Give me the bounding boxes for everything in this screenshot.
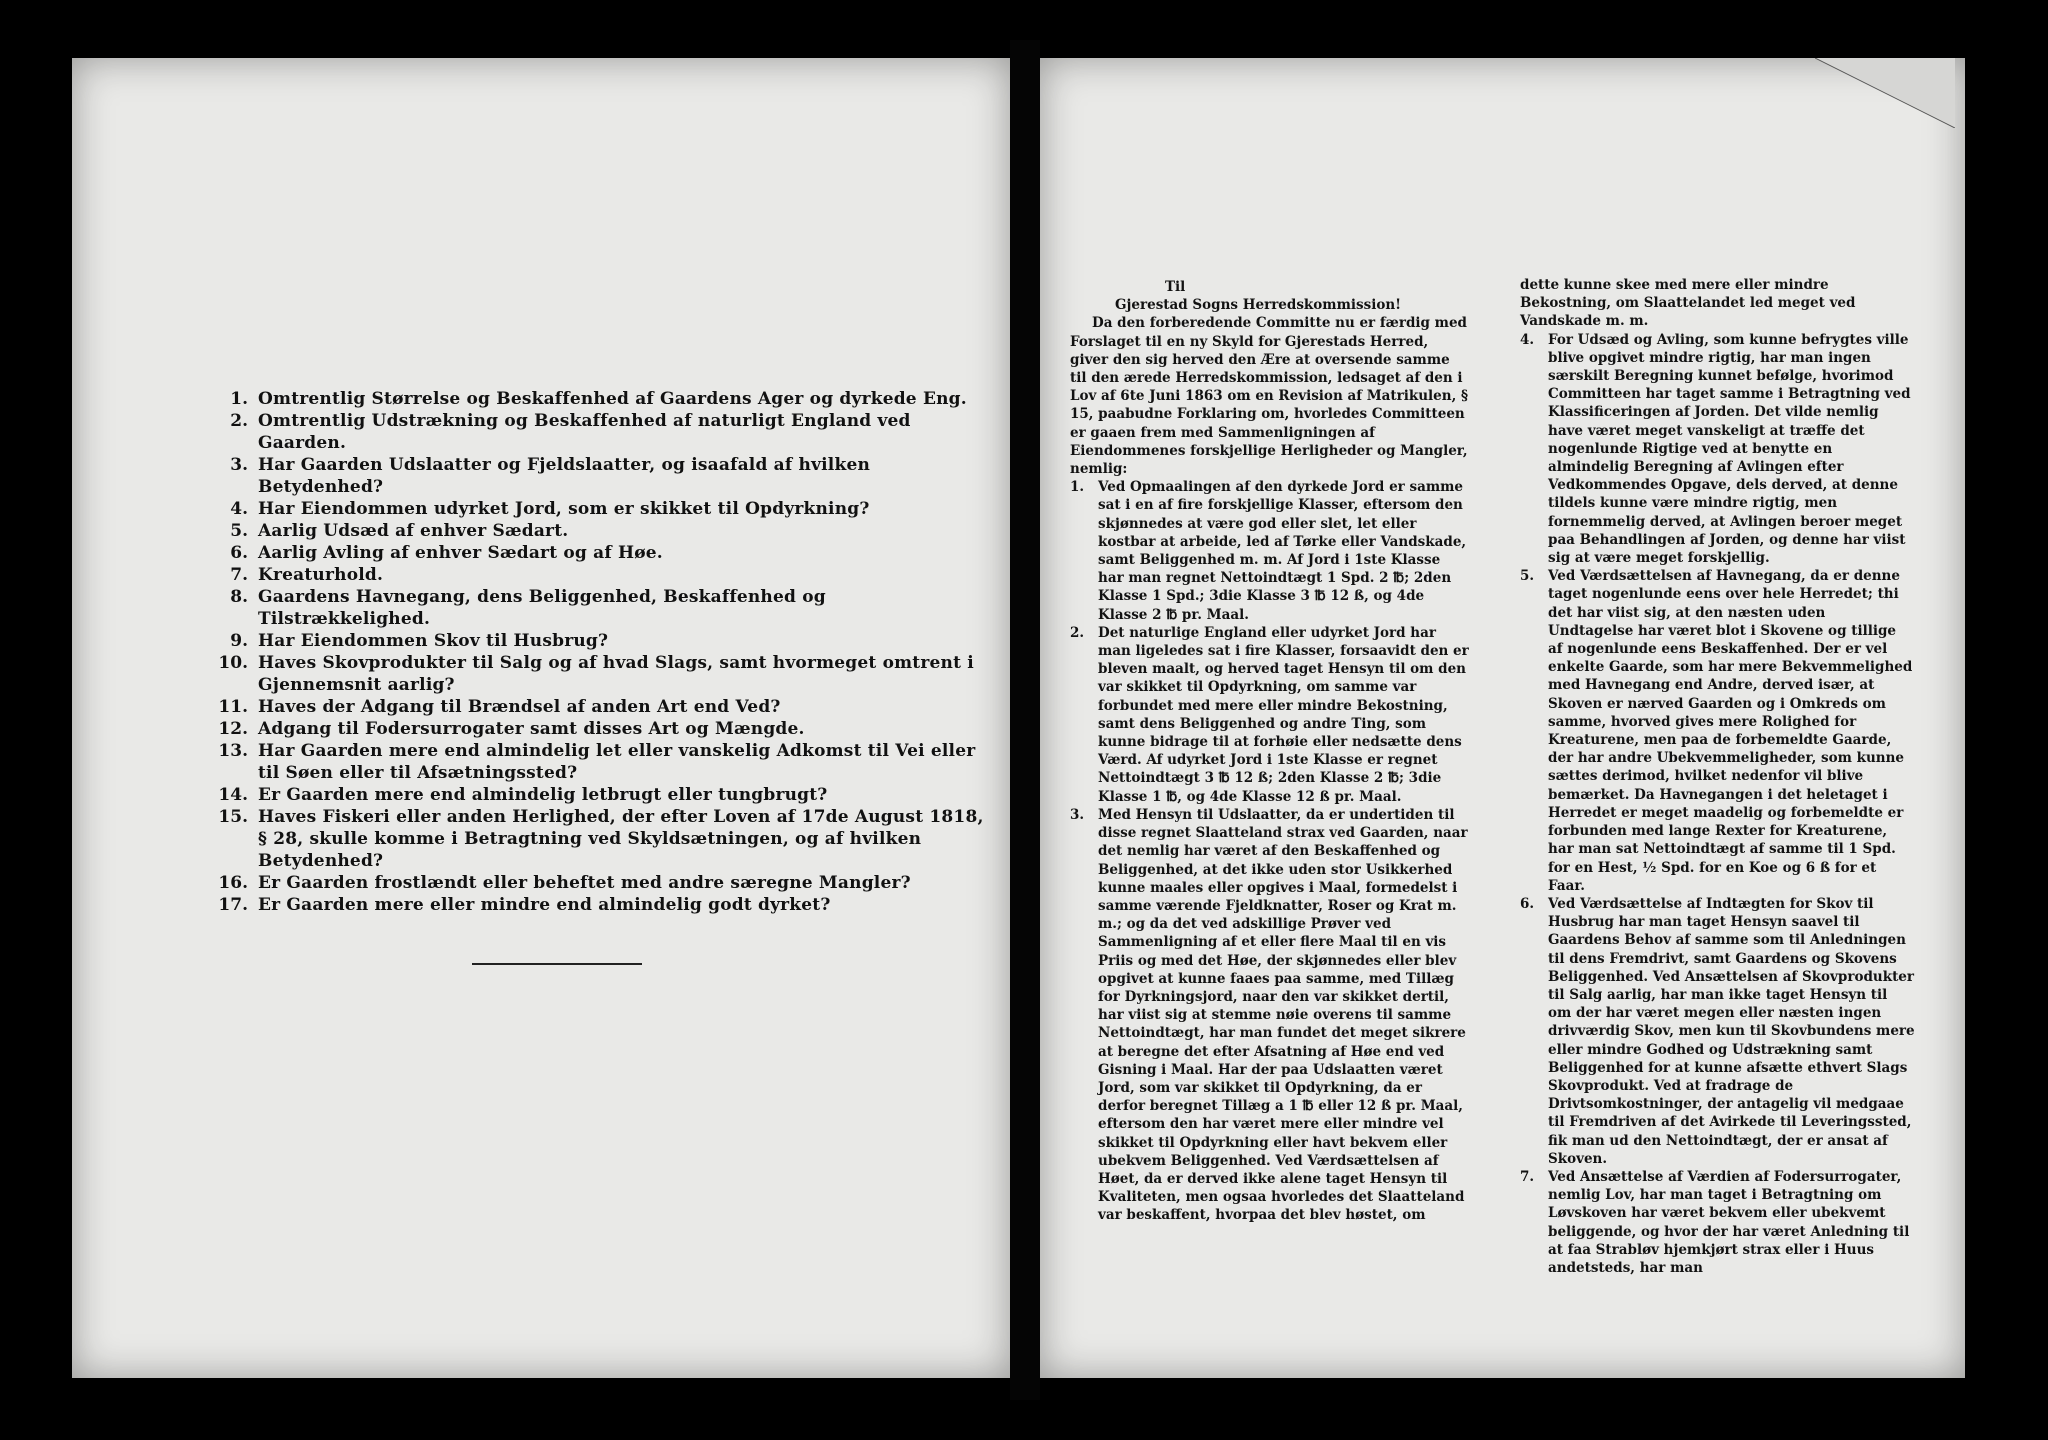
paragraph-text: Det naturlige England eller udyrket Jord har man ligeledes sat i fire Klasser, forsaavidt den er bleven maalt, og herved taget Hensyn til om den var skikket til Opdyrkning, om samme var forbundet med mere eller mindre Bekostning, samt dens Beliggenhed og andre Ting, som kunne bidrage til at forhøie eller nedsætte dens Værd. Af udyrket Jord i 1ste Klasse er regnet Nettoindtægt 3 ℔ 12 ß; 2den Klasse 2 ℔; 3die Klasse 1 ℔, og 4de Klasse 12 ß pr. Maal. xyxy=(1098,624,1469,805)
question-item xyxy=(212,630,992,652)
continuation-paragraph: dette kunne skee med mere eller mindre Bekostning, om Slaattelandet led meget ved Vandskade m. m. xyxy=(1520,277,1856,330)
paragraph-text: Med Hensyn til Udslaatter, da er undertiden til disse regnet Slaatteland strax ved Gaarden, naar det nemlig har været af den Beskaffenhed og Beliggenhed, at det ikke uden stor Usikkerhed kunne maales eller opgives i Maal, formedelst i samme værende Fjeldknatter, Roser og Krat m. m.; og da det ved adskillige Prøver ved Sammenligning af et eller flere Maal til en vis Priis og med det Høe, der skjønnedes eller blev opgivet at kunne faaes paa samme, med Tillæg for Dyrkningsjord, naar den var skikket dertil, har viist sig at stemme nøie overens til samme Nettoindtægt, har man fundet det meget sikrere at beregne det efter Afsatning af Høe end ved Gisning i Maal. Har der paa Udslaatten været Jord, som var skikket til Opdyrkning, da er derfor beregnet Tillæg a 1 ℔ eller 12 ß pr. Maal, eftersom den har været mere eller mindre vel skikket til Opdyrkning eller havt bekvem eller ubekvem Beliggenhed. Ved Værdsættelsen af Høet, da er derved ikke alene taget Hensyn til Kvaliteten, men ogsaa hvorledes det Slaatteland var beskaffent, hvorpaa det blev høstet, om xyxy=(1098,806,1468,1224)
paragraph-text: Ved Værdsættelsen af Havnegang, da er denne taget nogenlunde eens over hele Herredet; thi det har viist sig, at den næsten uden Undtagelse har været blot i Skovene og tillige af nogenlunde eens Beskaffenhed. Der er vel enkelte Gaarde, som har mere Bekvemmelighed med Havnegang end Andre, derved især, at Skoven er nærved Gaarden og i Omkreds om samme, hvorved gives mere Rolighed for Kreaturene, men paa de forbemeldte Gaarde, der har andre Ubekvemmeligheder, som kunne sættes derimod, hvilket nedenfor vil blive bemærket. Da Havnegangen i det heletaget i Herredet er meget maadelig og forbemeldte er forbunden med lange Rexter for Kreaturene, har man sat Nettoindtægt af samme til 1 Spd. for en Hest, ½ Spd. for en Koe og 6 ß for et Faar. xyxy=(1548,568,1913,894)
paragraph-number: 3. xyxy=(1070,806,1085,823)
question-number: 12. xyxy=(218,719,248,739)
question-item xyxy=(212,586,992,630)
question-item xyxy=(212,564,992,586)
folded-corner-icon xyxy=(1815,58,1955,128)
question-text: Gaardens Havnegang, dens Beliggenhed, Beskaffenhed og Tilstrækkelighed. xyxy=(258,587,826,629)
question-number: 11. xyxy=(218,697,248,717)
question-number: 6. xyxy=(230,543,248,563)
paragraph-text: Ved Værdsættelse af Indtægten for Skov til Husbrug har man taget Hensyn saavel til Gaardens Behov af samme som til Anledningen til dens Fremdrivt, samt Gaardens og Skovens Beliggenhed. Ved Ansættelsen af Skovprodukter til Salg aarlig, har man ikke taget Hensyn til om der har været megen eller næsten ingen drivværdig Skov, men kun til Skovbundens mere eller mindre Godhed og Udstrækning samt Beliggenhed for at kunne afsætte ethvert Slags Skovprodukt. Ved at fradrage de Drivtsomkostninger, der antagelig vil medgaae til Fremdriven af det Avirkede til Leveringssted, fik man ud den Nettoindtægt, der er ansat af Skoven. xyxy=(1548,895,1915,1167)
right-page xyxy=(1040,58,1965,1378)
question-number: 9. xyxy=(230,631,248,651)
paragraph-number: 7. xyxy=(1520,1168,1535,1185)
question-text: Kreaturhold. xyxy=(258,565,384,585)
question-text: Haves Skovprodukter til Salg og af hvad Slags, samt hvormeget omtrent i Gjennemsnit aarlig? xyxy=(258,653,974,695)
paragraph-text: Ved Opmaalingen af den dyrkede Jord er samme sat i en af fire forskjellige Klasser, eftersom den skjønnedes at være god eller slet, let eller kostbar at arbeide, led af Tørke eller Vandskade, samt Beliggenhed m. m. Af Jord i 1ste Klasse har man regnet Nettoindtægt 1 Spd. 2 ℔; 2den Klasse 1 Spd.; 3die Klasse 3 ℔ 12 ß, og 4de Klasse 2 ℔ pr. Maal. xyxy=(1098,479,1467,623)
question-number: 4. xyxy=(230,499,248,519)
question-text: Er Gaarden frostlændt eller beheftet med andre særegne Mangler? xyxy=(258,873,911,893)
question-item xyxy=(212,652,992,696)
question-number: 17. xyxy=(218,895,248,915)
book-gutter xyxy=(1010,40,1040,1400)
question-number: 10. xyxy=(218,653,248,673)
question-text: Omtrentlig Størrelse og Beskaffenhed af Gaardens Ager og dyrkede Eng. xyxy=(258,389,967,409)
question-text: Omtrentlig Udstrækning og Beskaffenhed af naturligt England ved Gaarden. xyxy=(258,411,911,453)
question-text: Har Eiendommen Skov til Husbrug? xyxy=(258,631,609,651)
question-item xyxy=(212,696,992,718)
question-number: 2. xyxy=(230,411,248,431)
paragraph-text: For Udsæd og Avling, som kunne befrygtes ville blive opgivet mindre rigtig, har man ingen særskilt Beregning kunnet befølge, hvorimod Committeen har taget samme i Betragtning ved Klassificeringen af Jorden. Det vilde nemlig have været meget vanskeligt at træffe det nogenlunde Rigtige ved at benytte en almindelig Beregning af Avlingen efter Vedkommendes Opgave, dels derved, at denne tildels kunne være mindre rigtig, men fornemmelig derved, at Avlingen beroer meget paa Behandlingen af Jorden, og denne har viist sig at være meget forskjellig. xyxy=(1548,331,1911,567)
paragraph-number: 4. xyxy=(1520,331,1535,348)
paragraph-text: Ved Ansættelse af Værdien af Fodersurrogater, nemlig Lov, har man taget i Betragtning om Løvskoven har været bekvem eller ubekvemt beliggende, og hvor der har været Anledning til at faa Strabløv hjemkjørt strax eller i Huus andetsteds, har man xyxy=(1548,1168,1910,1276)
question-text: Har Gaarden mere end almindelig let eller vanskelig Adkomst til Vei eller til Søen eller til Afsætningssted? xyxy=(258,741,976,783)
salutation-to: Til xyxy=(1165,279,1186,295)
question-text: Haves Fiskeri eller anden Herlighed, der efter Loven af 17de August 1818, § 28, skulle komme i Betragtning ved Skyldsætningen, og af hvilken Betydenhed? xyxy=(258,807,984,871)
question-text: Aarlig Avling af enhver Sædart og af Høe. xyxy=(258,543,663,563)
col2-items xyxy=(1520,331,1915,1278)
question-list xyxy=(212,388,992,916)
question-text: Er Gaarden mere end almindelig letbrugt eller tungbrugt? xyxy=(258,785,828,805)
intro-paragraph: Da den forberedende Committe nu er færdig med Forslaget til en ny Skyld for Gjerestads Herred, giver den sig herved den Ære at oversende samme til den ærede Herredskommission, ledsaget af den i Lov af 6te Juni 1863 om en Revision af Matrikulen, § 15, paabudne Forklaring om, hvorledes Committeen er gaaen frem med Sammenligningen af Eiendommenes forskjellige Herligheder og Mangler, nemlig: xyxy=(1070,315,1469,478)
question-text: Er Gaarden mere eller mindre end almindelig godt dyrket? xyxy=(258,895,831,915)
separator-rule xyxy=(472,963,642,965)
question-text: Har Gaarden Udslaatter og Fjeldslaatter, og isaafald af hvilken Betydenhed? xyxy=(258,455,871,497)
question-item xyxy=(212,498,992,520)
question-number: 7. xyxy=(230,565,248,585)
numbered-paragraph xyxy=(1070,624,1470,806)
question-item xyxy=(212,894,992,916)
question-item xyxy=(212,454,992,498)
col1-items xyxy=(1070,478,1470,1224)
question-item xyxy=(212,410,992,454)
question-number: 1. xyxy=(230,389,248,409)
right-column-1 xyxy=(1070,278,1470,1225)
question-number: 3. xyxy=(230,455,248,475)
paragraph-number: 1. xyxy=(1070,479,1085,496)
numbered-paragraph xyxy=(1070,806,1470,1225)
question-item xyxy=(212,784,992,806)
question-item xyxy=(212,872,992,894)
question-item xyxy=(212,542,992,564)
question-number: 8. xyxy=(230,587,248,607)
salutation: Gjerestad Sogns Herredskommission! xyxy=(1115,297,1402,314)
question-item xyxy=(212,806,992,872)
numbered-paragraph xyxy=(1520,331,1915,568)
question-number: 16. xyxy=(218,873,248,893)
question-text: Aarlig Udsæd af enhver Sædart. xyxy=(258,521,569,541)
numbered-paragraph xyxy=(1520,567,1915,895)
question-text: Adgang til Fodersurrogater samt disses Art og Mængde. xyxy=(258,719,805,739)
question-number: 14. xyxy=(218,785,248,805)
paragraph-number: 6. xyxy=(1520,895,1535,912)
question-item xyxy=(212,388,992,410)
numbered-paragraph xyxy=(1520,1168,1915,1277)
question-number: 13. xyxy=(218,741,248,761)
paragraph-number: 2. xyxy=(1070,624,1085,641)
numbered-paragraph xyxy=(1070,478,1470,624)
paragraph-number: 5. xyxy=(1520,568,1535,585)
question-item xyxy=(212,520,992,542)
left-page xyxy=(72,58,1010,1378)
question-text: Haves der Adgang til Brændsel af anden Art end Ved? xyxy=(258,697,781,717)
question-number: 15. xyxy=(218,807,248,827)
numbered-paragraph xyxy=(1520,895,1915,1168)
question-item xyxy=(212,718,992,740)
right-column-2 xyxy=(1520,276,1915,1277)
question-number: 5. xyxy=(230,521,248,541)
question-item xyxy=(212,740,992,784)
question-text: Har Eiendommen udyrket Jord, som er skikket til Opdyrkning? xyxy=(258,499,870,519)
